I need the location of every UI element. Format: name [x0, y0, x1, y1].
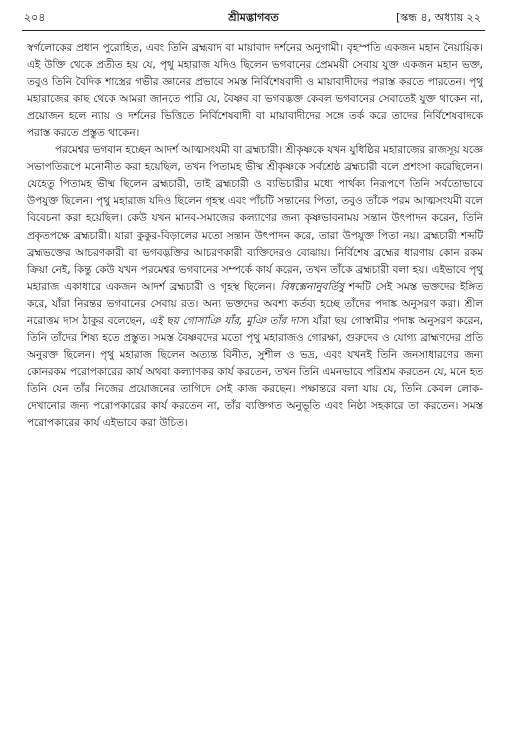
paragraph-text: । যাঁরা ছয় গোস্বামীর পদাঙ্ক অনুসরণ করেন, তিনি তাঁদের শিষ্য হতে প্রস্তুত। সমস্ত বৈষ্ণবদের মতো পৃথু মহারাজও গোরক্ষা, গুরুদেব ও যোগ্য ব্রাহ্মণদের প্রতি অনুরক্ত ছিলেন। পৃথু মহারাজ ছিলেন অত্যন্ত বিনীত, সুশীল ও ভদ্র, এবং যখনই তিনি জনসাধারণের জন্য কোনরকম পরোপকারের কার্য অথবা কল্যাণকর কার্য করতেন, তখন তিনি এমনভাবে পরিশ্রম করতেন যে, মনে হত তিনি যেন তাঁর নিজের প্রয়োজনের তাগিদে সেই কাজ করছেন। পক্ষান্তরে বলা যায় যে, তিনি কেবল লোক-দেখানোর জন্য পরোপকারের কার্য করতেন না, তাঁর ব্যক্তিগত অনুভূতি এবং নিষ্ঠা সহকারে তা করতেন। সমস্ত পরোপকারের কার্য এইভাবে করা উচিত। [27, 314, 484, 430]
book-title: শ্রীমদ্ভাগবত [228, 11, 279, 24]
paragraph-text: স্বর্গলোকের প্রধান পুরোহিত, এবং তিনি ব্রহ্মবাদ বা মায়াবাদ দর্শনের অনুগামী। বৃহস্পতি একজন মহান নৈয়ায়িক। এই উক্তি থেকে প্রতীত হয় যে, পৃথু মহারাজ যদিও ছিলেন ভগবানের প্রেমময়ী সেবায় যুক্ত একজন মহান ভক্ত, তবুও তিনি বৈদিক শাস্ত্রের গভীর জ্ঞানের প্রভাবে সমস্ত নির্বিশেষবাদী ও মায়াবাদীদের পরাস্ত করতে পারতেন। পৃথু মহারাজের কাছ থেকে আমরা জানতে পারি যে, বৈষ্ণব বা ভগবদ্ভক্ত কেবল ভগবানের সেবাতেই যুক্ত থাকেন না, প্রয়োজন হলে ন্যায় ও দর্শনের ভিত্তিতে নির্বিশেষবাদী বা মায়াবাদীদের সঙ্গে তর্ক করে তাদের নির্বিশেষবাদকে পরাস্ত করতে প্রস্তুত থাকেন। [27, 42, 483, 140]
paragraph-text: পরমেশ্বর ভগবান হচ্ছেন আদর্শ আত্মসংযমী বা ব্রহ্মচারী। শ্রীকৃষ্ণকে যখন যুধিষ্ঠির মহারাজের রাজসূয় যজ্ঞে সভাপতিরূপে মনোনীত করা হয়েছিল, তখন পিতামহ ভীষ্ম শ্রীকৃষ্ণকে সর্বশ্রেষ্ঠ ব্রহ্মচারী বলে প্রশংসা করেছিলেন। যেহেতু পিতামহ ভীষ্ম ছিলেন ব্রহ্মচারী, তাই ব্রহ্মচারী ও ব্যভিচারীর মধ্যে পার্থক্য নিরূপণে তিনি সর্বতোভাবে উপযুক্ত ছিলেন। পৃথু মহারাজ যদিও ছিলেন গৃহস্থ এবং পাঁচটি সন্তানের পিতা, তবুও তাঁকে পরম আত্মসংযমী বলে বিবেচনা করা হয়েছিল। কেউ যখন মানব-সমাজের কল্যাণের জন্য কৃষ্ণভাবনাময় সন্তান উৎপাদন করেন, তিনি প্রকৃতপক্ষে ব্রহ্মচারী। যারা কুকুর-বিড়ালের মতো সন্তান উৎপাদন করে, তারা উপযুক্ত পিতা নয়। ব্রহ্মচারী শব্দটি ব্রহ্মভক্তের আচরণকারী বা ভগবদ্ভক্তির আচরণকারী ব্যক্তিদেরও বোঝায়। নির্বিশেষ ব্রহ্মের ধারণায় কোন রকম ক্রিয়া নেই, কিন্তু কেউ যখন পরমেশ্বর ভগবানের সম্পর্কে কার্য করেন, তখন তাঁকে ব্রহ্মচারী বলা হয়। এইভাবে পৃথু মহারাজ একাধারে একজন আদর্শ ব্রহ্মচারী ও গৃহস্থ ছিলেন। [27, 144, 483, 293]
italic-quote: এই ছয় গোসাঞি যাঁর, মুঞি তাঁর দাস [149, 314, 306, 327]
page-body [27, 40, 483, 725]
italic-quote: বিষ্বক্সেনানুবর্তিষু [280, 280, 344, 293]
body-paragraph [27, 142, 483, 432]
body-paragraph [27, 40, 483, 142]
paragraph-text: শব্দটি সেই সমস্ত ভক্তদের ইঙ্গিত করে, যাঁরা নিরন্তর ভগবানের সেবায় রত। অন্য ভক্তদের অবশ্য কর্তব্য হচ্ছে তাঁদের পদাঙ্ক অনুসরণ করা। শ্রীল নরোত্তম দাস ঠাকুর বলেছেন, [27, 280, 484, 327]
section-reference: [স্কন্ধ ৪, অধ্যায় ২২ [396, 11, 481, 24]
page-number: ২০৪ [24, 11, 46, 24]
page-header [22, 6, 485, 31]
